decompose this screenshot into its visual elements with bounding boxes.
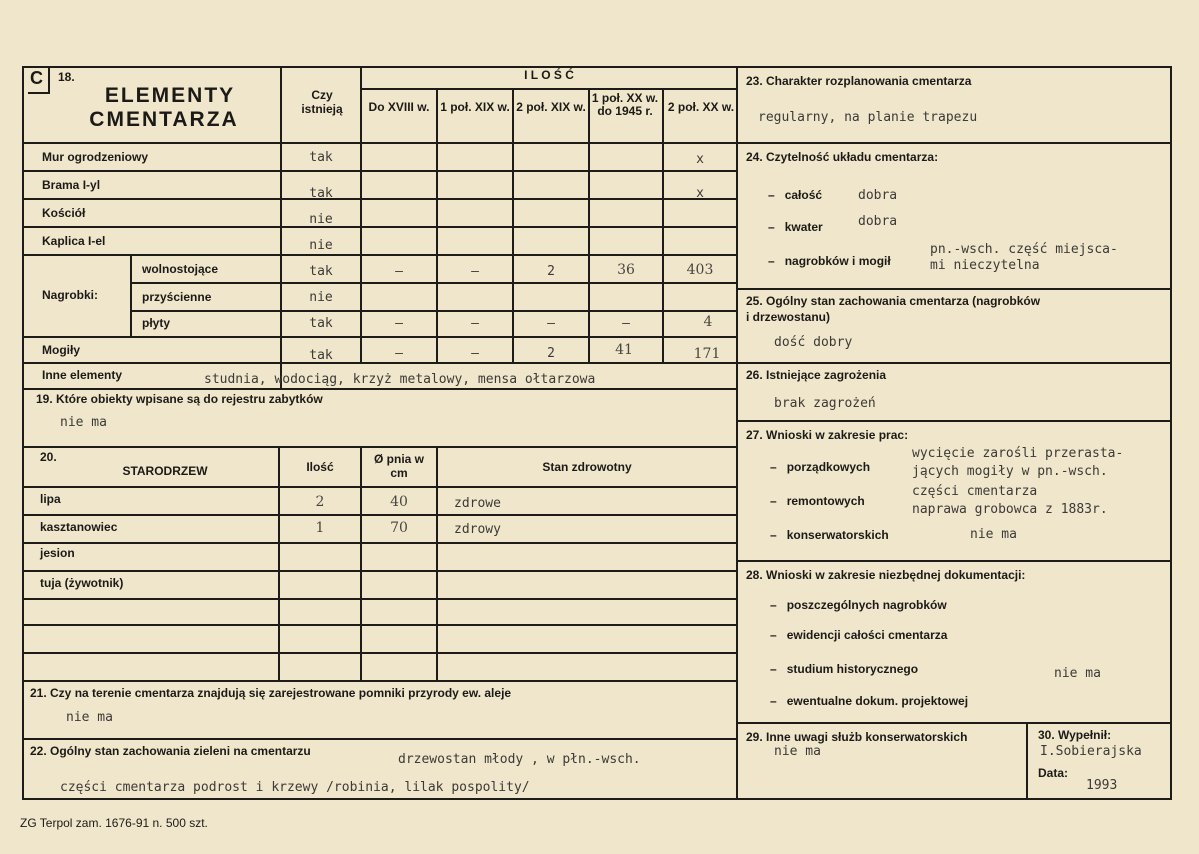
s28-item-2-label: studium historycznego xyxy=(786,662,919,676)
s24-item-1-value: dobra xyxy=(858,214,898,229)
s21-value: nie ma xyxy=(66,710,113,725)
title-line-1: ELEMENTY xyxy=(104,84,236,107)
exists-kaplica: nie xyxy=(309,238,333,253)
tree-state-0: zdrowe xyxy=(454,496,501,511)
wolno-p3: 2 xyxy=(547,264,555,279)
s24-item-0-label: całość xyxy=(784,188,823,202)
s21-label: 21. Czy na terenie cmentarza znajdują się zarejestrowane pomniki przyrody ew. aleje xyxy=(30,686,512,700)
wolno-p4: 36 xyxy=(617,262,635,278)
row-label-mogily: Mogiły xyxy=(42,343,80,357)
col-exists-header: Czy istnieją xyxy=(301,88,343,116)
s23-value: regularny, na planie trapezu xyxy=(758,110,978,125)
row-label-przyscienne: przyścienne xyxy=(142,290,212,304)
s24-item-1: – kwater xyxy=(768,220,823,234)
mogily-p3: 2 xyxy=(547,346,555,361)
exists-mogily: tak xyxy=(309,348,333,363)
exists-wolnostojace: tak xyxy=(309,264,333,279)
ilosc-header: I L O Ś Ć xyxy=(524,68,574,82)
s28-item-1: – ewidencji całości cmentarza xyxy=(770,628,948,642)
row-label-brama: Brama I-yl xyxy=(42,178,101,192)
s22-value-2: części cmentarza podrost i krzewy /robinia, lilak pospolity/ xyxy=(60,780,530,795)
wolno-p5: 403 xyxy=(686,262,714,278)
s24-label: 24. Czytelność układu cmentarza: xyxy=(746,150,939,164)
mogily-p2: – xyxy=(471,346,479,361)
inne-value: studnia, wodociąg, krzyż metalowy, mensa ołtarzowa xyxy=(204,372,596,387)
s24-item-0: – całość xyxy=(768,188,823,202)
date-value: 1993 xyxy=(1086,778,1118,793)
s27-value-5: nie ma xyxy=(970,527,1017,542)
section-18-number: 18. xyxy=(58,70,75,84)
s28-item-2: – studium historycznego xyxy=(770,662,919,676)
s24-item-2-value2: mi nieczytelna xyxy=(930,258,1040,273)
mogily-p4: 41 xyxy=(615,342,633,358)
period-1: Do XVIII w. xyxy=(368,100,430,114)
tree-qty-0: 2 xyxy=(315,494,325,510)
s27-item-0: – porządkowych xyxy=(770,460,871,474)
s29-label: 29. Inne uwagi służb konserwatorskich xyxy=(746,730,968,744)
s22-value-1: drzewostan młody , w płn.-wsch. xyxy=(398,752,641,767)
title-line-2: CMENTARZA xyxy=(89,108,239,131)
period-5: 2 poł. XX w. xyxy=(667,100,735,114)
tree-qty-1: 1 xyxy=(315,520,325,536)
s29-value: nie ma xyxy=(774,744,821,759)
s28-item-1-label: ewidencji całości cmentarza xyxy=(786,628,948,642)
exists-plyty: tak xyxy=(309,316,333,331)
s20-col-fi: Ø pnia w cm xyxy=(373,452,424,480)
s19-label: 19. Które obiekty wpisane są do rejestru zabytków xyxy=(36,392,323,406)
exists-mur: tak xyxy=(309,150,333,165)
s20-title: STARODRZEW xyxy=(122,464,208,478)
row-label-mur: Mur ogrodzeniowy xyxy=(42,150,148,164)
s27-item-1-label: remontowych xyxy=(786,494,865,508)
plyty-p4: – xyxy=(622,316,630,331)
printer-footer: ZG Terpol zam. 1676-91 n. 500 szt. xyxy=(20,816,208,830)
mogily-p1: – xyxy=(395,346,403,361)
row-label-kosciol: Kościół xyxy=(42,206,86,220)
s27-item-2: – konserwatorskich xyxy=(770,528,889,542)
s30-label: 30. Wypełnił: xyxy=(1038,728,1112,742)
s27-value-4: naprawa grobowca z 1883r. xyxy=(912,502,1108,517)
s27-item-1: – remontowych xyxy=(770,494,865,508)
s30-value: I.Sobierajska xyxy=(1040,744,1142,759)
s27-value-2: jących mogiły w pn.-wsch. xyxy=(912,464,1108,479)
row-label-kaplica: Kaplica I-el xyxy=(42,234,106,248)
s24-item-1-label: kwater xyxy=(784,220,823,234)
row-label-plyty: płyty xyxy=(142,316,171,330)
s20-col-ilosc: Ilość xyxy=(306,460,334,474)
exists-kosciol: nie xyxy=(309,212,333,227)
s22-label: 22. Ogólny stan zachowania zieleni na cmentarzu xyxy=(30,744,311,758)
s23-label: 23. Charakter rozplanowania cmentarza xyxy=(746,74,972,88)
s25-label-2: i drzewostanu) xyxy=(746,310,831,324)
s27-value-3: części cmentarza xyxy=(912,484,1038,499)
s24-item-2-label: nagrobków i mogił xyxy=(784,254,891,268)
s28-item-0: – poszczególnych nagrobków xyxy=(770,598,947,612)
plyty-p1: – xyxy=(395,316,403,331)
plyty-p2: – xyxy=(471,316,479,331)
inne-label: Inne elementy xyxy=(42,368,123,382)
tree-dia-0: 40 xyxy=(390,494,408,510)
s24-item-2: – nagrobków i mogił xyxy=(768,254,891,268)
s25-label-1: 25. Ogólny stan zachowania cmentarza (nagrobków xyxy=(746,294,1041,308)
s24-item-2-value: pn.-wsch. część miejsca- xyxy=(930,242,1118,257)
s27-label: 27. Wnioski w zakresie prac: xyxy=(746,428,909,442)
s27-value-1: wycięcie zarośli przerasta- xyxy=(912,446,1124,461)
s28-item-3: – ewentualne dokum. projektowej xyxy=(770,694,969,708)
wolno-p2: – xyxy=(471,264,479,279)
s26-value: brak zagrożeń xyxy=(774,396,876,411)
s20-number: 20. xyxy=(40,450,57,464)
mur-p5: x xyxy=(696,152,704,167)
tree-name-2: jesion xyxy=(40,546,75,560)
s28-item-0-label: poszczególnych nagrobków xyxy=(786,598,947,612)
s28-item-3-label: ewentualne dokum. projektowej xyxy=(786,694,969,708)
card-code: C xyxy=(30,68,43,88)
tree-name-1: kasztanowiec xyxy=(40,520,118,534)
mogily-p5: 171 xyxy=(693,346,721,362)
period-3: 2 poł. XIX w. xyxy=(516,100,586,114)
s27-item-0-label: porządkowych xyxy=(786,460,871,474)
tree-name-0: lipa xyxy=(40,492,61,506)
exists-przyscienne: nie xyxy=(309,290,333,305)
period-4: 1 poł. XX w. do 1945 r. xyxy=(591,91,659,118)
tree-state-1: zdrowy xyxy=(454,522,501,537)
date-label: Data: xyxy=(1038,766,1069,780)
tree-name-3: tuja (żywotnik) xyxy=(40,576,124,590)
brama-p5: x xyxy=(696,186,704,201)
period-2: 1 poł. XIX w. xyxy=(440,100,510,114)
s26-label: 26. Istniejące zagrożenia xyxy=(746,368,887,382)
s19-value: nie ma xyxy=(60,415,107,430)
s28-label: 28. Wnioski w zakresie niezbędnej dokumentacji: xyxy=(746,568,1026,582)
nagrobki-label: Nagrobki: xyxy=(42,288,99,302)
wolno-p1: – xyxy=(395,264,403,279)
row-label-wolnostojace: wolnostojące xyxy=(142,262,219,276)
exists-brama: tak xyxy=(309,186,333,201)
plyty-p3: – xyxy=(547,316,555,331)
plyty-p5: 4 xyxy=(703,314,713,330)
s24-item-0-value: dobra xyxy=(858,188,898,203)
s27-item-2-label: konserwatorskich xyxy=(786,528,889,542)
s28-value: nie ma xyxy=(1054,666,1101,681)
tree-dia-1: 70 xyxy=(390,520,408,536)
s20-col-stan: Stan zdrowotny xyxy=(542,460,632,474)
s25-value: dość dobry xyxy=(774,335,853,350)
